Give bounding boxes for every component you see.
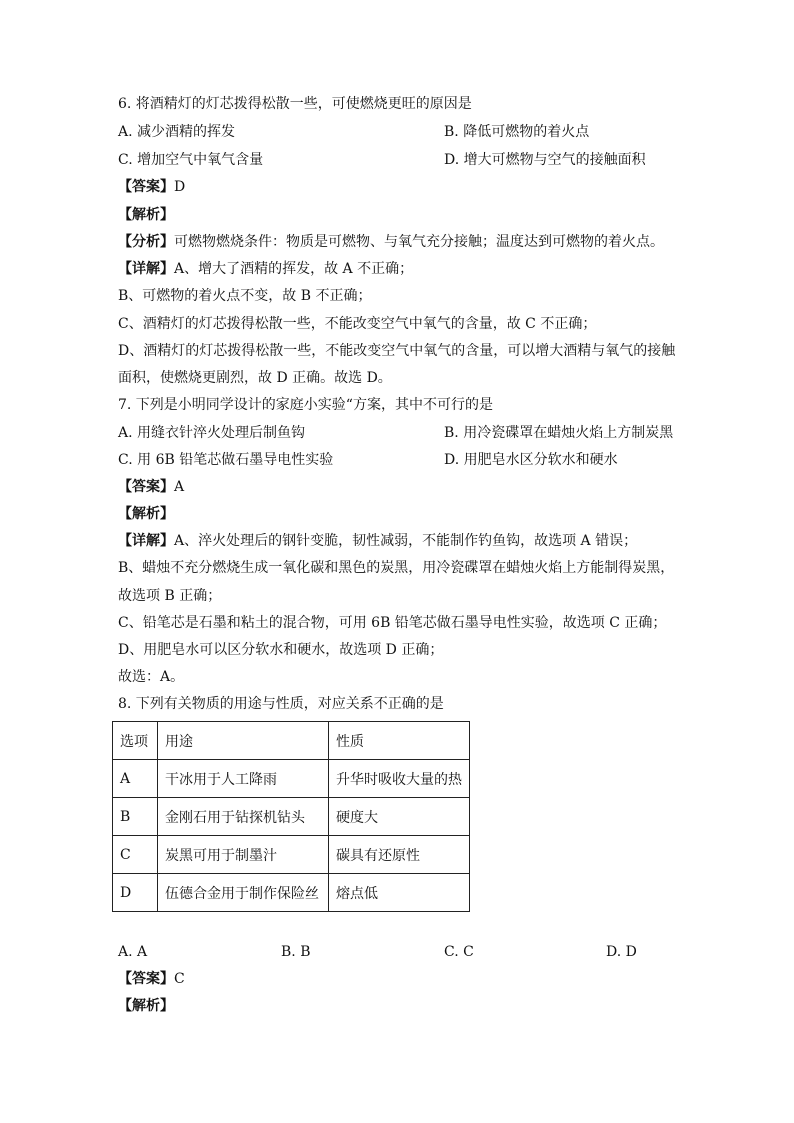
table-row bbox=[113, 760, 470, 798]
fenxi-text: 可燃物燃烧条件：物质是可燃物、与氧气充分接触；温度达到可燃物的着火点。 bbox=[174, 234, 664, 250]
q7-line-b1: B、蜡烛不充分燃烧生成一氧化碳和黑色的炭黑，用冷瓷碟罩在蜡烛火焰上方能制得炭黑， bbox=[118, 560, 675, 576]
table-header-cell: 用途 bbox=[158, 722, 329, 760]
table-cell: D bbox=[113, 874, 158, 912]
table-cell: 干冰用于人工降雨 bbox=[158, 760, 329, 798]
q8-option-a: A. A bbox=[118, 944, 148, 960]
answer-tag: 【答案】 bbox=[118, 179, 174, 195]
q7-option-b: B. 用冷瓷碟罩在蜡烛火焰上方制炭黑 bbox=[444, 425, 674, 441]
q8-table bbox=[112, 721, 470, 912]
q6-analysis-tag: 【解析】 bbox=[118, 207, 174, 223]
table-cell: 碳具有还原性 bbox=[329, 836, 470, 874]
answer-value: A bbox=[174, 479, 185, 495]
xiangjie-text: A、淬火处理后的钢针变脆，韧性减弱，不能制作钓鱼钩，故选项 A 错误； bbox=[174, 533, 638, 549]
q7-option-c: C. 用 6B 铅笔芯做石墨导电性实验 bbox=[118, 452, 334, 468]
q6-stem: 6. 将酒精灯的灯芯拨得松散一些，可使燃烧更旺的原因是 bbox=[118, 96, 472, 112]
q6-xiangjie bbox=[118, 260, 413, 278]
q8-option-d: D. D bbox=[606, 944, 637, 960]
q6-option-c: C. 增加空气中氧气含量 bbox=[118, 152, 264, 168]
q7-line-c: C、铅笔芯是石墨和粘土的混合物，可用 6B 铅笔芯做石墨导电性实验，故选项 C 正确； bbox=[118, 615, 667, 631]
table-row bbox=[113, 874, 470, 912]
q6-line-b: B、可燃物的着火点不变，故 B 不正确； bbox=[118, 288, 372, 304]
q6-line-c: C、酒精灯的灯芯拨得松散一些，不能改变空气中氧气的含量，故 C 不正确； bbox=[118, 316, 597, 332]
q7-xiangjie bbox=[118, 532, 637, 550]
q7-stem: 7. 下列是小明同学设计的家庭小实验“方案，其中不可行的是 bbox=[118, 397, 493, 413]
answer-value: D bbox=[174, 179, 186, 195]
table-header-cell: 选项 bbox=[113, 722, 158, 760]
q7-conclusion: 故选：A。 bbox=[118, 669, 185, 685]
table-cell: 金刚石用于钻探机钻头 bbox=[158, 798, 329, 836]
xiangjie-tag: 【详解】 bbox=[118, 533, 174, 549]
q6-answer bbox=[118, 178, 185, 196]
table-cell: B bbox=[113, 798, 158, 836]
q6-option-b: B. 降低可燃物的着火点 bbox=[444, 124, 590, 140]
table-row bbox=[113, 836, 470, 874]
table-cell: 熔点低 bbox=[329, 874, 470, 912]
q6-option-d: D. 增大可燃物与空气的接触面积 bbox=[444, 152, 646, 168]
table-header-cell: 性质 bbox=[329, 722, 470, 760]
q8-answer bbox=[118, 970, 185, 988]
q8-analysis-tag: 【解析】 bbox=[118, 998, 174, 1014]
q6-fenxi bbox=[118, 233, 664, 251]
table-row bbox=[113, 798, 470, 836]
table-header-row bbox=[113, 722, 470, 760]
q8-option-c: C. C bbox=[444, 944, 474, 960]
xiangjie-tag: 【详解】 bbox=[118, 261, 174, 277]
answer-value: C bbox=[174, 971, 185, 987]
table-cell: 伍德合金用于制作保险丝 bbox=[158, 874, 329, 912]
q7-option-a: A. 用缝衣针淬火处理后制鱼钩 bbox=[118, 425, 306, 441]
q7-answer bbox=[118, 478, 184, 496]
fenxi-tag: 【分析】 bbox=[118, 234, 174, 250]
table-cell: C bbox=[113, 836, 158, 874]
q6-option-a: A. 减少酒精的挥发 bbox=[118, 124, 236, 140]
table-cell: 炭黑可用于制墨汁 bbox=[158, 836, 329, 874]
q7-analysis-tag: 【解析】 bbox=[118, 506, 174, 522]
q8-stem: 8. 下列有关物质的用途与性质，对应关系不正确的是 bbox=[118, 696, 444, 712]
q8-option-b: B. B bbox=[281, 944, 311, 960]
table-cell: A bbox=[113, 760, 158, 798]
q7-line-d: D、用肥皂水可以区分软水和硬水，故选项 D 正确； bbox=[118, 642, 444, 658]
answer-tag: 【答案】 bbox=[118, 971, 174, 987]
q6-line-d1: D、酒精灯的灯芯拨得松散一些，不能改变空气中氧气的含量，可以增大酒精与氧气的接触 bbox=[118, 343, 676, 359]
answer-tag: 【答案】 bbox=[118, 479, 174, 495]
q6-line-d2: 面积，使燃烧更剧烈，故 D 正确。故选 D。 bbox=[118, 370, 392, 386]
xiangjie-text: A、增大了酒精的挥发，故 A 不正确； bbox=[174, 261, 414, 277]
table-cell: 升华时吸收大量的热 bbox=[329, 760, 470, 798]
table-cell: 硬度大 bbox=[329, 798, 470, 836]
q7-option-d: D. 用肥皂水区分软水和硬水 bbox=[444, 452, 618, 468]
q7-line-b2: 故选项 B 正确； bbox=[118, 588, 222, 604]
